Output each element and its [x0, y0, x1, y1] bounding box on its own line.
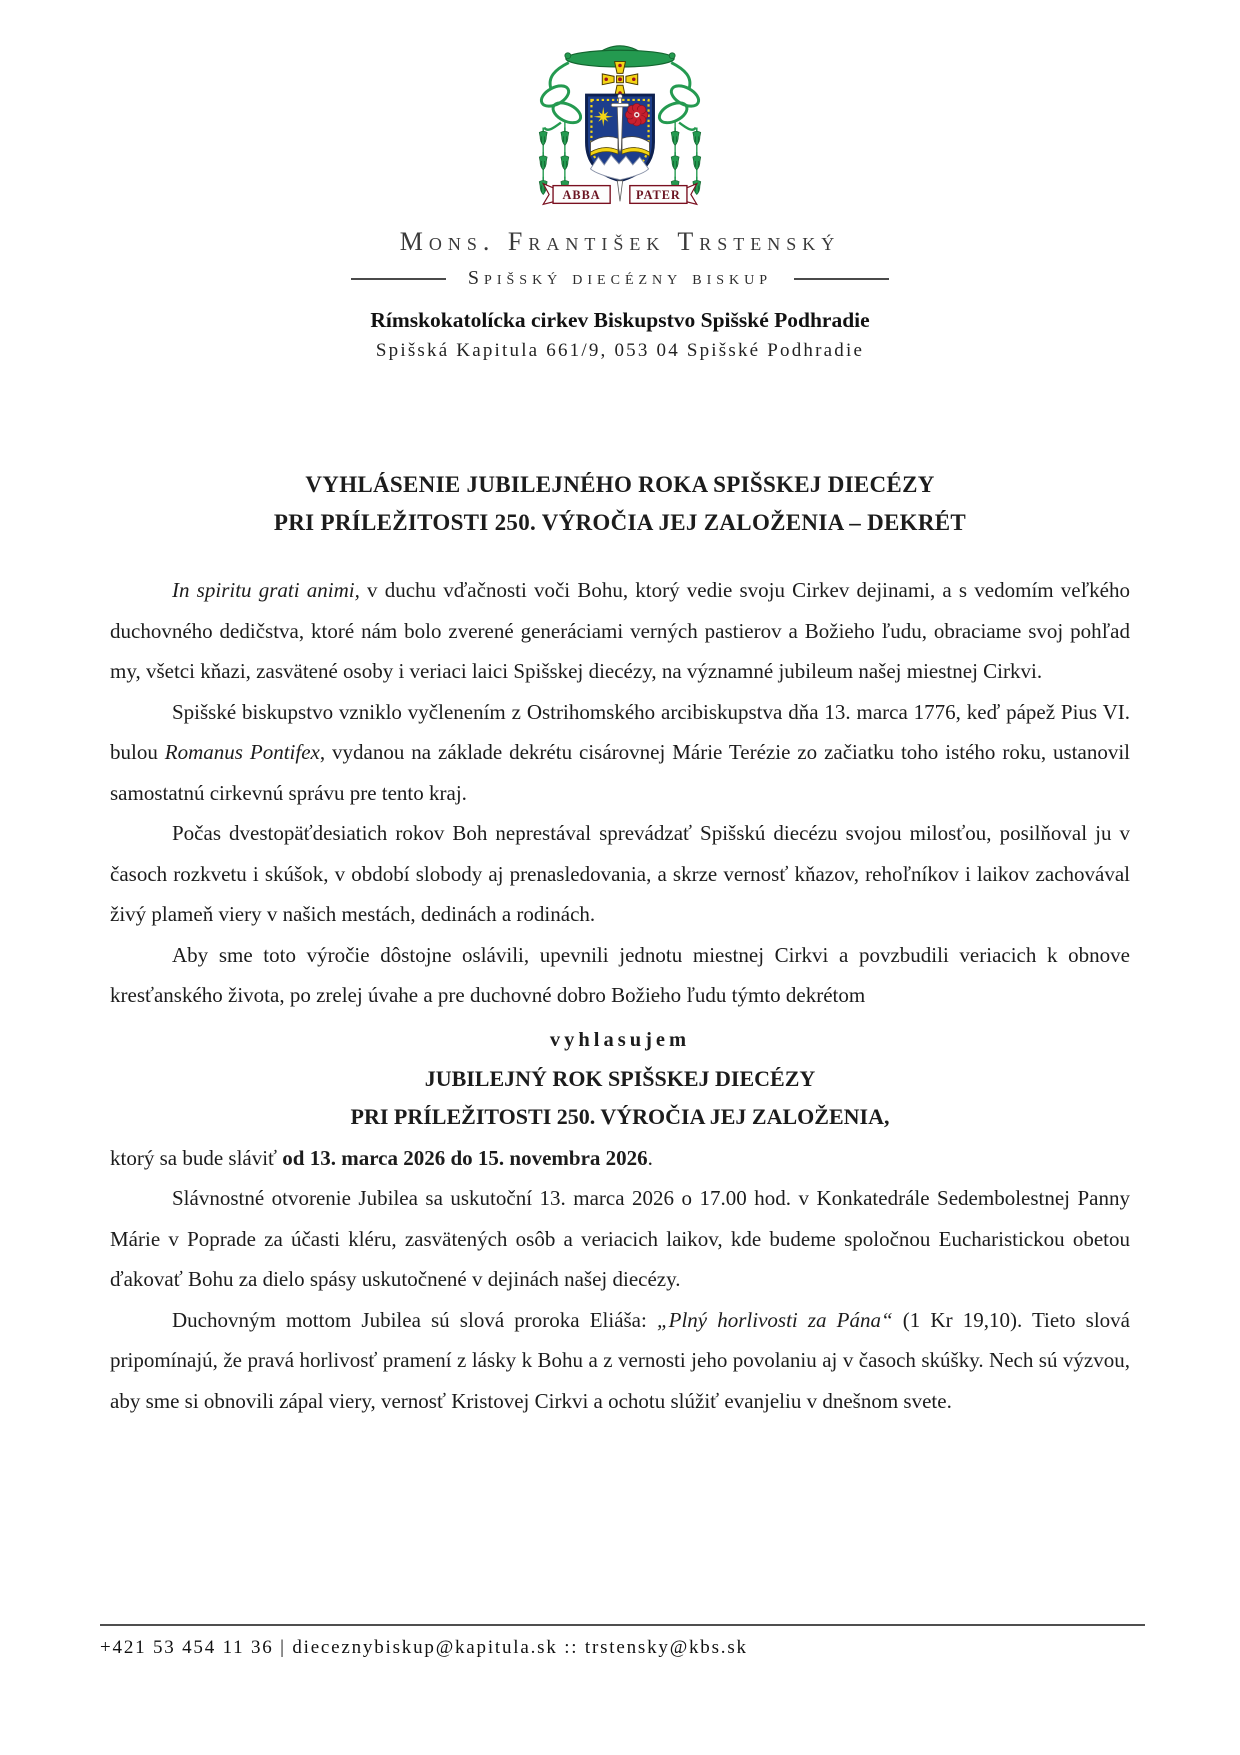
declaration-line1: JUBILEJNÝ ROK SPIŠSKEJ DIECÉZY — [424, 1065, 816, 1091]
address-line: Spišská Kapitula 661/9, 053 04 Spišské Podhradie — [375, 340, 865, 362]
shield-icon — [587, 94, 654, 181]
document-title — [110, 466, 1130, 542]
paragraph-segment: ktorý sa bude sláviť — [110, 1145, 283, 1170]
footer-rule — [100, 1624, 1145, 1626]
paragraph — [110, 813, 1130, 935]
paragraph-segment: Duchovným mottom Jubilea sú slová proroka Eliáša: — [172, 1307, 657, 1332]
paragraph-segment: , vydanou na základe dekrétu cisárovnej Márie Terézie zo začiatku toho istého roku, ustanovil samostatnú cirkevnú správu pre tento kraj. — [110, 740, 1130, 805]
banner-text-pater: PATER — [636, 187, 681, 202]
body-paragraphs-after — [110, 1138, 1130, 1422]
paragraph-segment: v duchu vďačnosti voči Bohu, ktorý vedie svoju Cirkev dejinami, a s vedomím veľkého duchovného dedičstva, ktoré nám bolo zverené generáciami verných pastierov a Božieho ľudu, obraciame svoj pohľad my, všetci kňazi, zasvätené osoby i veriaci laici Spišskej diecézy, na významné jubileum našej miestnej Cirkvi. — [110, 578, 1130, 684]
rose-icon — [626, 104, 648, 126]
coat-of-arms-graphic — [492, 34, 748, 213]
bishop-title-row — [0, 267, 1240, 290]
declaration-block — [110, 1020, 1130, 1136]
footer — [100, 1624, 1145, 1659]
bishop-coat-of-arms — [492, 34, 748, 213]
sword-tip-icon — [617, 181, 622, 202]
left-rule — [351, 278, 446, 280]
paragraph-segment: Spišské biskupstvo vzniklo vyčlenením z Ostrihomského arcibiskupstva dňa 13. marca 1776, keď pápež Pius VI. bulou — [110, 699, 1130, 765]
paragraph — [110, 935, 1130, 1016]
paragraph — [110, 1178, 1130, 1300]
document-body — [0, 466, 1240, 1421]
document-title-line1: VYHLÁSENIE JUBILEJNÉHO ROKA SPIŠSKEJ DIECÉZY — [305, 472, 935, 498]
organization-name: Rímskokatolícka cirkev Biskupstvo Spišské Podhradie — [370, 308, 870, 333]
paragraph-segment: (1 Kr 19,10). Tieto slová pripomínajú, že pravá horlivosť pramení z lásky k Bohu a z vernosti jeho povolaniu aj v časoch skúšky. Nech sú výzvou, aby sme si obnovili zápal viery, vernosť Kristovej Cirkvi a ochotu slúžiť evanjeliu v dnešnom svete. — [110, 1307, 1130, 1413]
paragraph-segment: Aby sme toto výročie dôstojne oslávili, upevnili jednotu miestnej Cirkvi a povzbudili veriacich k obnove kresťanského života, po zrelej úvahe a pre duchovné dobro Božieho ľudu týmto dekrétom — [110, 942, 1130, 1008]
paragraph-segment: . — [647, 1145, 653, 1170]
paragraph-segment: Romanus Pontifex — [164, 740, 320, 765]
paragraph-segment: Počas dvestopäťdesiatich rokov Boh neprestával sprevádzať Spišskú diecézu svojou milosťou, posilňoval ju v časoch rozkvetu i skúšok, v období slobody aj prenasledovania, a skrze vernosť kňazov, rehoľníkov i laikov zachovával živý plameň viery v našich mestách, dedinách a rodinách. — [110, 821, 1130, 927]
footer-contact: +421 53 454 11 36 | dieceznybiskup@kapitula.sk :: trstensky@kbs.sk — [100, 1637, 748, 1658]
right-cords-tassels-icon — [656, 63, 702, 195]
paragraph-segment: Slávnostné otvorenie Jubilea sa uskutoční 13. marca 2026 o 17.00 hod. v Konkatedrále Sedembolestnej Panny Márie v Poprade za účasti kléru, zasvätených osôb a veriacich laikov, kde budeme spoločnou Eucharistickou obetou ďakovať Bohu za dielo spásy uskutočnené v dejinách našej diecézy. — [110, 1186, 1130, 1292]
declaration-word: vyhlasujem — [549, 1028, 691, 1051]
right-rule — [794, 278, 889, 280]
paragraph — [110, 570, 1130, 692]
declaration-line2: PRI PRÍLEŽITOSTI 250. VÝROČIA JEJ ZALOŽENIA, — [350, 1103, 890, 1129]
paragraph-segment: „Plný horlivosti za Pána“ — [656, 1307, 893, 1332]
letterhead — [0, 0, 1240, 362]
paragraph — [110, 692, 1130, 814]
banner-text-abba: ABBA — [562, 187, 601, 202]
paragraph-segment: In spiritu grati animi, — [172, 578, 360, 603]
paragraph-segment: od 13. marca 2026 do 15. novembra 2026 — [282, 1145, 648, 1170]
document-title-line2: PRI PRÍLEŽITOSTI 250. VÝROČIA JEJ ZALOŽENIA – DEKRÉT — [273, 510, 967, 536]
paragraph — [110, 1300, 1130, 1422]
left-cords-tassels-icon — [538, 63, 584, 195]
paragraph — [110, 1138, 1130, 1179]
bishop-title: Spišský diecézny biskup — [467, 267, 773, 290]
bishop-name: Mons. František Trstenský — [399, 227, 841, 257]
body-paragraphs-before — [110, 570, 1130, 1016]
